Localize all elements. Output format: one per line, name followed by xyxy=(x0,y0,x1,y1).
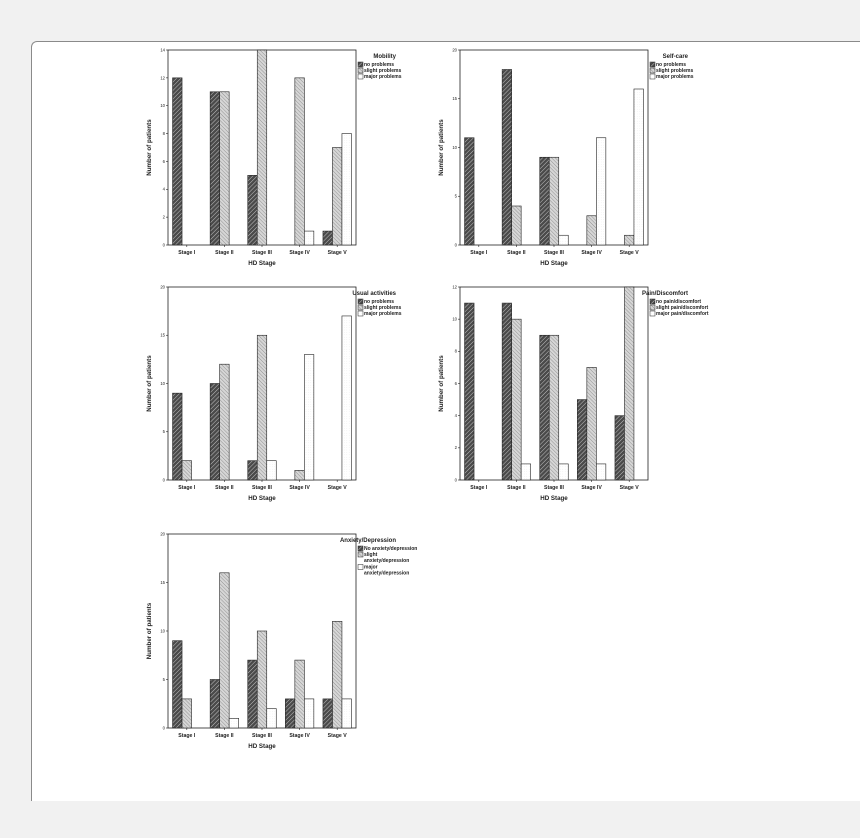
bar-major-stage-iii xyxy=(267,461,277,480)
bar-slight-stage-ii xyxy=(220,573,230,728)
chart-usual-activities xyxy=(146,284,402,502)
x-tick-label: Stage IV xyxy=(289,250,310,256)
y-tick-label: 15 xyxy=(160,332,165,338)
bar-no-stage-ii xyxy=(210,680,220,729)
bar-no-stage-ii xyxy=(502,70,512,246)
bar-major-stage-iv xyxy=(304,699,314,728)
bar-no-stage-iv xyxy=(285,699,295,728)
y-tick-label: 12 xyxy=(452,284,457,290)
bar-slight-stage-v xyxy=(624,235,634,245)
x-tick-label: Stage II xyxy=(215,250,234,256)
y-tick-label: 14 xyxy=(160,47,165,53)
legend-label: slight pain/discomfort xyxy=(656,305,709,312)
bar-major-stage-iv xyxy=(304,355,314,480)
y-tick-label: 0 xyxy=(162,242,165,248)
bar-slight-stage-v xyxy=(624,287,634,480)
bar-major-stage-iv xyxy=(304,231,314,245)
bar-major-stage-ii xyxy=(229,718,239,728)
legend-swatch xyxy=(650,74,655,79)
bar-no-stage-i xyxy=(173,78,183,245)
legend-label: major pain/discomfort xyxy=(656,311,709,318)
legend-item-major xyxy=(358,311,402,317)
legend-label: slight anxiety/depression xyxy=(364,552,410,565)
y-tick-label: 10 xyxy=(160,103,165,109)
y-axis-title: Number of patients xyxy=(438,355,445,412)
x-axis-title: HD Stage xyxy=(540,260,568,267)
x-tick-label: Stage III xyxy=(544,485,564,491)
bar-major-stage-ii xyxy=(521,464,531,480)
bar-slight-stage-iii xyxy=(549,157,559,245)
bar-no-stage-v xyxy=(323,231,333,245)
bar-slight-stage-iv xyxy=(295,660,305,728)
x-tick-label: Stage III xyxy=(544,250,564,256)
legend-title: Usual activities xyxy=(352,291,396,297)
y-tick-label: 8 xyxy=(162,130,165,136)
bar-slight-stage-ii xyxy=(220,364,230,480)
x-tick-label: Stage II xyxy=(215,485,234,491)
legend-label: major problems xyxy=(364,311,402,318)
chart-self-care xyxy=(438,47,694,267)
x-axis-title: HD Stage xyxy=(540,495,568,502)
bar-major-stage-iii xyxy=(559,235,569,245)
bar-major-stage-iv xyxy=(596,464,606,480)
y-tick-label: 0 xyxy=(162,477,165,483)
bar-no-stage-v xyxy=(323,699,333,728)
y-axis-title: Number of patients xyxy=(146,602,153,660)
bar-no-stage-ii xyxy=(210,384,220,481)
legend-title: Mobility xyxy=(373,54,396,60)
x-tick-label: Stage I xyxy=(178,250,196,256)
chart-pain-discomfort xyxy=(438,284,709,502)
y-tick-label: 12 xyxy=(160,75,165,81)
bar-slight-stage-i xyxy=(182,461,192,480)
y-tick-label: 6 xyxy=(454,380,457,386)
y-tick-label: 0 xyxy=(454,477,457,483)
y-tick-label: 6 xyxy=(162,158,165,164)
legend-label: slight problems xyxy=(656,68,694,75)
x-tick-label: Stage III xyxy=(252,250,272,256)
x-tick-label: Stage I xyxy=(178,733,196,739)
legend-swatch xyxy=(358,552,363,557)
bar-no-stage-i xyxy=(173,393,183,480)
legend-swatch xyxy=(650,62,655,67)
legend-item-major xyxy=(650,74,694,80)
legend-swatch xyxy=(650,299,655,304)
x-tick-label: Stage III xyxy=(252,733,272,739)
x-tick-label: Stage V xyxy=(327,733,347,739)
bar-slight-stage-v xyxy=(332,621,342,728)
x-tick-label: Stage II xyxy=(507,250,526,256)
legend-swatch xyxy=(358,68,363,73)
legend-item-major xyxy=(358,74,402,80)
legend-swatch xyxy=(358,74,363,79)
legend-swatch xyxy=(358,62,363,67)
bar-major-stage-iii xyxy=(559,464,569,480)
y-axis-title: Number of patients xyxy=(146,119,153,176)
x-tick-label: Stage IV xyxy=(581,250,602,256)
bar-no-stage-i xyxy=(465,303,475,480)
legend-item-major xyxy=(650,311,709,317)
bar-no-stage-iii xyxy=(248,175,258,245)
legend-label: major problems xyxy=(656,74,694,81)
y-tick-label: 10 xyxy=(160,380,165,386)
bar-no-stage-iii xyxy=(540,157,550,245)
bar-no-stage-ii xyxy=(502,303,512,480)
bar-major-stage-v xyxy=(342,316,352,480)
bar-slight-stage-ii xyxy=(512,206,522,245)
bar-slight-stage-iii xyxy=(257,335,267,480)
y-tick-label: 10 xyxy=(160,628,165,634)
bar-slight-stage-iv xyxy=(587,216,597,245)
bar-major-stage-v xyxy=(634,89,644,245)
x-tick-label: Stage III xyxy=(252,485,272,491)
x-tick-label: Stage II xyxy=(507,485,526,491)
x-tick-label: Stage IV xyxy=(289,485,310,491)
legend-swatch xyxy=(650,68,655,73)
legend-label: No anxiety/depression xyxy=(364,546,418,553)
y-tick-label: 20 xyxy=(452,47,457,53)
legend-label: slight problems xyxy=(364,68,402,75)
legend-swatch xyxy=(650,305,655,310)
x-tick-label: Stage V xyxy=(327,250,347,256)
bar-major-stage-v xyxy=(342,699,352,728)
legend-item-major xyxy=(358,565,409,577)
bar-no-stage-iii xyxy=(540,335,550,480)
y-tick-label: 5 xyxy=(162,429,165,435)
legend-label: no problems xyxy=(364,62,395,69)
legend-label: no problems xyxy=(364,299,395,306)
bar-no-stage-iii xyxy=(248,461,258,480)
y-tick-label: 15 xyxy=(452,96,457,102)
bar-major-stage-v xyxy=(342,134,352,245)
bar-no-stage-i xyxy=(465,138,475,245)
legend-title: Anxiety/Depression xyxy=(339,538,396,544)
bar-slight-stage-iv xyxy=(587,367,597,480)
bar-no-stage-i xyxy=(173,641,183,728)
y-tick-label: 4 xyxy=(162,186,165,192)
bar-slight-stage-iii xyxy=(257,631,267,728)
legend-label: slight problems xyxy=(364,305,402,312)
legend-label: no pain/discomfort xyxy=(656,299,701,306)
bar-no-stage-v xyxy=(615,416,625,480)
legend-swatch xyxy=(650,311,655,316)
chart-mobility xyxy=(146,47,402,267)
bar-major-stage-iii xyxy=(267,709,277,728)
y-tick-label: 0 xyxy=(454,242,457,248)
y-tick-label: 2 xyxy=(454,445,457,451)
bar-slight-stage-iii xyxy=(257,50,267,245)
y-tick-label: 15 xyxy=(160,579,165,585)
y-tick-label: 10 xyxy=(452,144,457,150)
y-tick-label: 5 xyxy=(162,676,165,682)
legend-swatch xyxy=(358,299,363,304)
bar-no-stage-iii xyxy=(248,660,258,728)
x-axis-title: HD Stage xyxy=(248,495,276,502)
legend-label: major problems xyxy=(364,74,402,81)
x-axis-title: HD Stage xyxy=(248,260,276,267)
y-tick-label: 5 xyxy=(454,193,457,199)
legend-label: major anxiety/depression xyxy=(364,564,410,577)
y-tick-label: 20 xyxy=(160,531,165,537)
chart-anxiety-depression xyxy=(146,531,417,750)
legend-swatch xyxy=(358,311,363,316)
y-tick-label: 20 xyxy=(160,284,165,290)
legend-item-slight xyxy=(358,552,409,564)
y-tick-label: 8 xyxy=(454,348,457,354)
y-tick-label: 4 xyxy=(454,413,457,419)
bar-slight-stage-iii xyxy=(549,335,559,480)
y-tick-label: 0 xyxy=(162,725,165,731)
x-tick-label: Stage I xyxy=(470,250,488,256)
bar-no-stage-ii xyxy=(210,92,220,245)
legend-swatch xyxy=(358,565,363,570)
legend-swatch xyxy=(358,546,363,551)
y-axis-title: Number of patients xyxy=(438,119,445,176)
legend-label: no problems xyxy=(656,62,687,69)
bar-slight-stage-v xyxy=(332,148,342,246)
bar-no-stage-iv xyxy=(577,400,587,480)
x-tick-label: Stage V xyxy=(619,250,639,256)
y-axis-title: Number of patients xyxy=(146,355,153,412)
x-tick-label: Stage II xyxy=(215,733,234,739)
bar-slight-stage-i xyxy=(182,699,192,728)
y-tick-label: 10 xyxy=(452,316,457,322)
legend-title: Self-care xyxy=(662,54,688,60)
legend-title: Pain/Discomfort xyxy=(641,291,688,297)
x-tick-label: Stage V xyxy=(327,485,347,491)
bar-slight-stage-ii xyxy=(512,319,522,480)
y-tick-label: 2 xyxy=(162,214,165,220)
bar-slight-stage-ii xyxy=(220,92,230,245)
x-tick-label: Stage I xyxy=(178,485,196,491)
x-tick-label: Stage V xyxy=(619,485,639,491)
legend-swatch xyxy=(358,305,363,310)
bar-slight-stage-iv xyxy=(295,78,305,245)
bar-major-stage-iv xyxy=(596,138,606,245)
bar-slight-stage-iv xyxy=(295,470,305,480)
x-tick-label: Stage I xyxy=(470,485,488,491)
x-tick-label: Stage IV xyxy=(289,733,310,739)
x-tick-label: Stage IV xyxy=(581,485,602,491)
x-axis-title: HD Stage xyxy=(248,743,276,750)
